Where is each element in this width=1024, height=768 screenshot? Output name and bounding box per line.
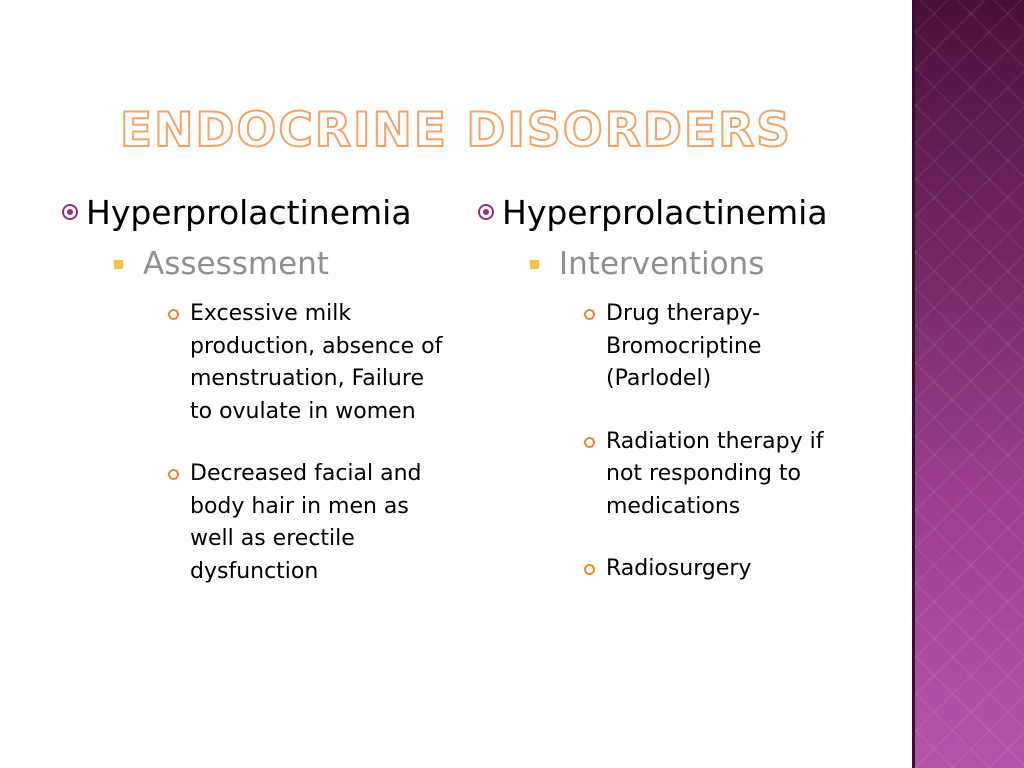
right-heading-row [478, 190, 878, 234]
right-subheading: Interventions [559, 246, 765, 282]
left-heading-row [62, 190, 452, 234]
slide-title: ENDOCRINE DISORDERS [119, 103, 793, 158]
square-bullet-icon [530, 260, 539, 269]
radio-bullet-icon [478, 204, 494, 220]
circle-bullet-icon [584, 564, 595, 575]
circle-bullet-icon [584, 309, 595, 320]
left-item-text: Excessive milk production, absence of menstruation, Failure to ovulate in women [190, 301, 443, 424]
decorative-side-band [912, 0, 1024, 768]
left-item-text: Decreased facial and body hair in men as well as erectile dysfunction [190, 461, 422, 584]
right-item-text: Radiosurgery [606, 556, 752, 581]
right-item [606, 298, 866, 396]
left-item [190, 458, 450, 588]
radio-bullet-icon [62, 204, 78, 220]
right-item-text: Drug therapy- Bromocriptine (Parlodel) [606, 301, 762, 391]
right-item [606, 426, 866, 524]
circle-bullet-icon [168, 469, 179, 480]
circle-bullet-icon [584, 437, 595, 448]
left-heading: Hyperprolactinemia [86, 192, 412, 232]
left-subheading: Assessment [143, 246, 329, 282]
circle-bullet-icon [168, 309, 179, 320]
square-bullet-icon [114, 260, 123, 269]
right-item-text: Radiation therapy if not responding to medications [606, 428, 824, 519]
right-subheading-row [530, 244, 878, 284]
right-column [478, 190, 878, 586]
left-item [190, 298, 450, 428]
left-subheading-row [114, 244, 452, 284]
left-column [62, 190, 452, 588]
right-heading: Hyperprolactinemia [502, 192, 828, 232]
right-item [606, 553, 866, 586]
